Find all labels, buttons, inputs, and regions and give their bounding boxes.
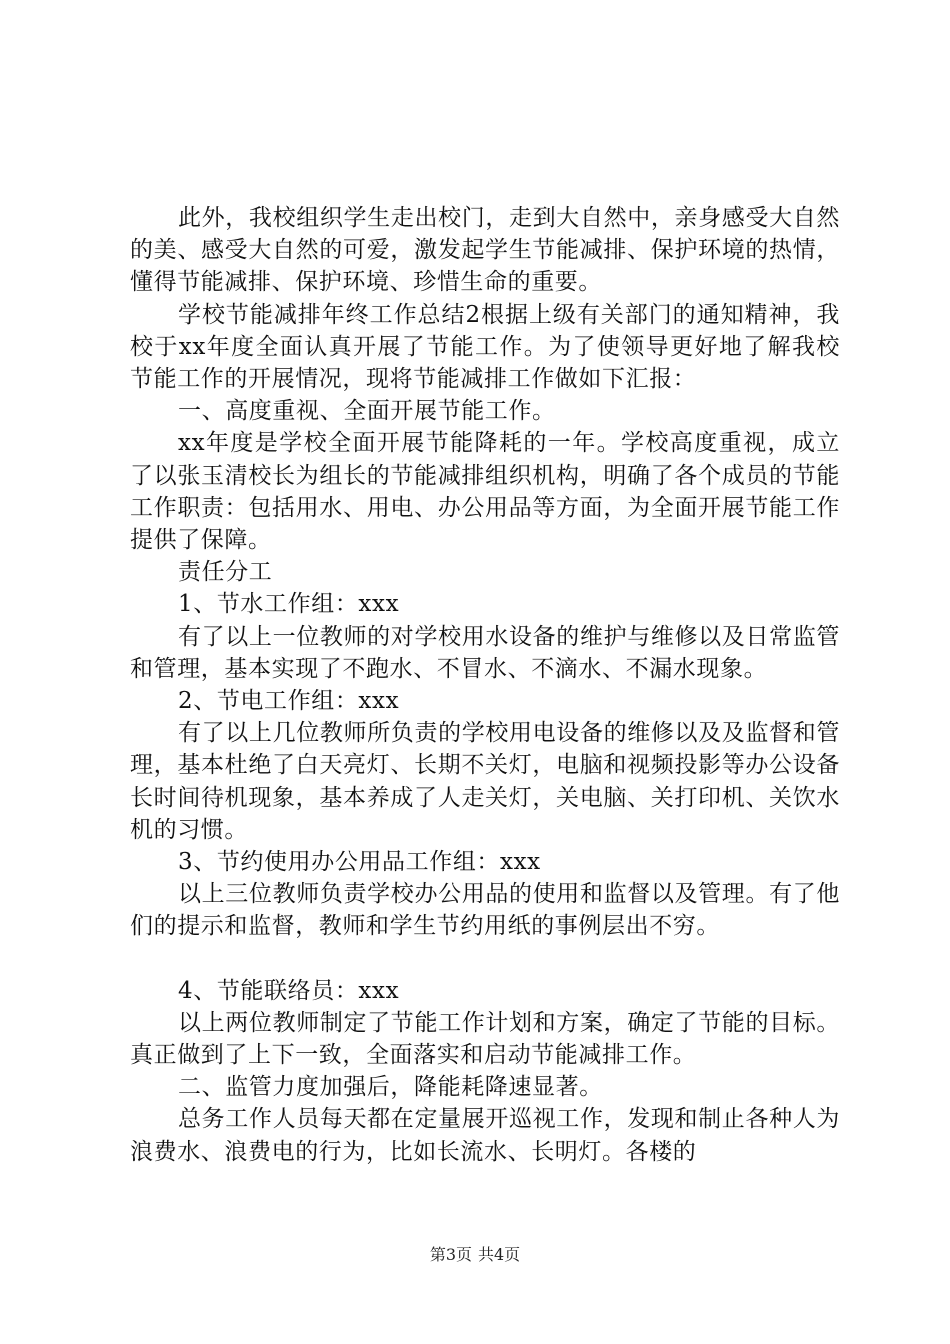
paragraph-1: 此外，我校组织学生走出校门，走到大自然中，亲身感受大自然的美、感受大自然的可爱，激发起学生节能减排、保护环境的热情，懂得节能减排、保护环境、珍惜生命的重要。 bbox=[130, 205, 840, 296]
paragraph-water: 有了以上一位教师的对学校用水设备的维护与维修以及日常监管和管理，基本实现了不跑水、不冒水、不滴水、不漏水现象。 bbox=[130, 623, 840, 682]
list-item-water-group: 1、节水工作组：xxx bbox=[178, 591, 400, 618]
subheading-responsibility: 责任分工 bbox=[178, 559, 273, 586]
page-number: 第3页 bbox=[429, 1245, 472, 1264]
section-heading-1: 一、高度重视、全面开展节能工作。 bbox=[178, 398, 556, 425]
section-heading-2: 二、监管力度加强后，降能耗降速显著。 bbox=[178, 1074, 603, 1101]
page-total: 共4页 bbox=[478, 1245, 521, 1264]
paragraph-office: 以上三位教师负责学校办公用品的使用和监督以及管理。有了他们的提示和监督，教师和学生节约用纸的事例层出不穷。 bbox=[130, 881, 840, 940]
page-footer bbox=[0, 1245, 950, 1265]
paragraph-power: 有了以上几位教师所负责的学校用电设备的维修以及及监督和管理，基本杜绝了白天亮灯、长期不关灯，电脑和视频投影等办公设备长时间待机现象，基本养成了人走关灯，关电脑、关打印机、关饮水机的习惯。 bbox=[130, 720, 840, 843]
list-item-power-group: 2、节电工作组：xxx bbox=[178, 688, 400, 715]
paragraph-supervision: 总务工作人员每天都在定量展开巡视工作，发现和制止各种人为浪费水、浪费电的行为，比如长流水、长明灯。各楼的 bbox=[130, 1106, 840, 1165]
document-body bbox=[130, 202, 840, 1168]
paragraph-liaison: 以上两位教师制定了节能工作计划和方案，确定了节能的目标。真正做到了上下一致，全面落实和启动节能减排工作。 bbox=[130, 1009, 840, 1069]
list-item-liaison: 4、节能联络员：xxx bbox=[178, 977, 400, 1004]
list-item-office-group: 3、节约使用办公用品工作组：xxx bbox=[178, 849, 541, 876]
paragraph-2: 学校节能减排年终工作总结2根据上级有关部门的通知精神，我校于xx年度全面认真开展了节能工作。为了使领导更好地了解我校节能工作的开展情况，现将节能减排工作做如下汇报： bbox=[130, 301, 840, 393]
paragraph-3: xx年度是学校全面开展节能降耗的一年。学校高度重视，成立了以张玉清校长为组长的节能减排组织机构，明确了各个成员的节能工作职责：包括用水、用电、办公用品等方面，为全面开展节能工作提供了保障。 bbox=[130, 430, 840, 554]
